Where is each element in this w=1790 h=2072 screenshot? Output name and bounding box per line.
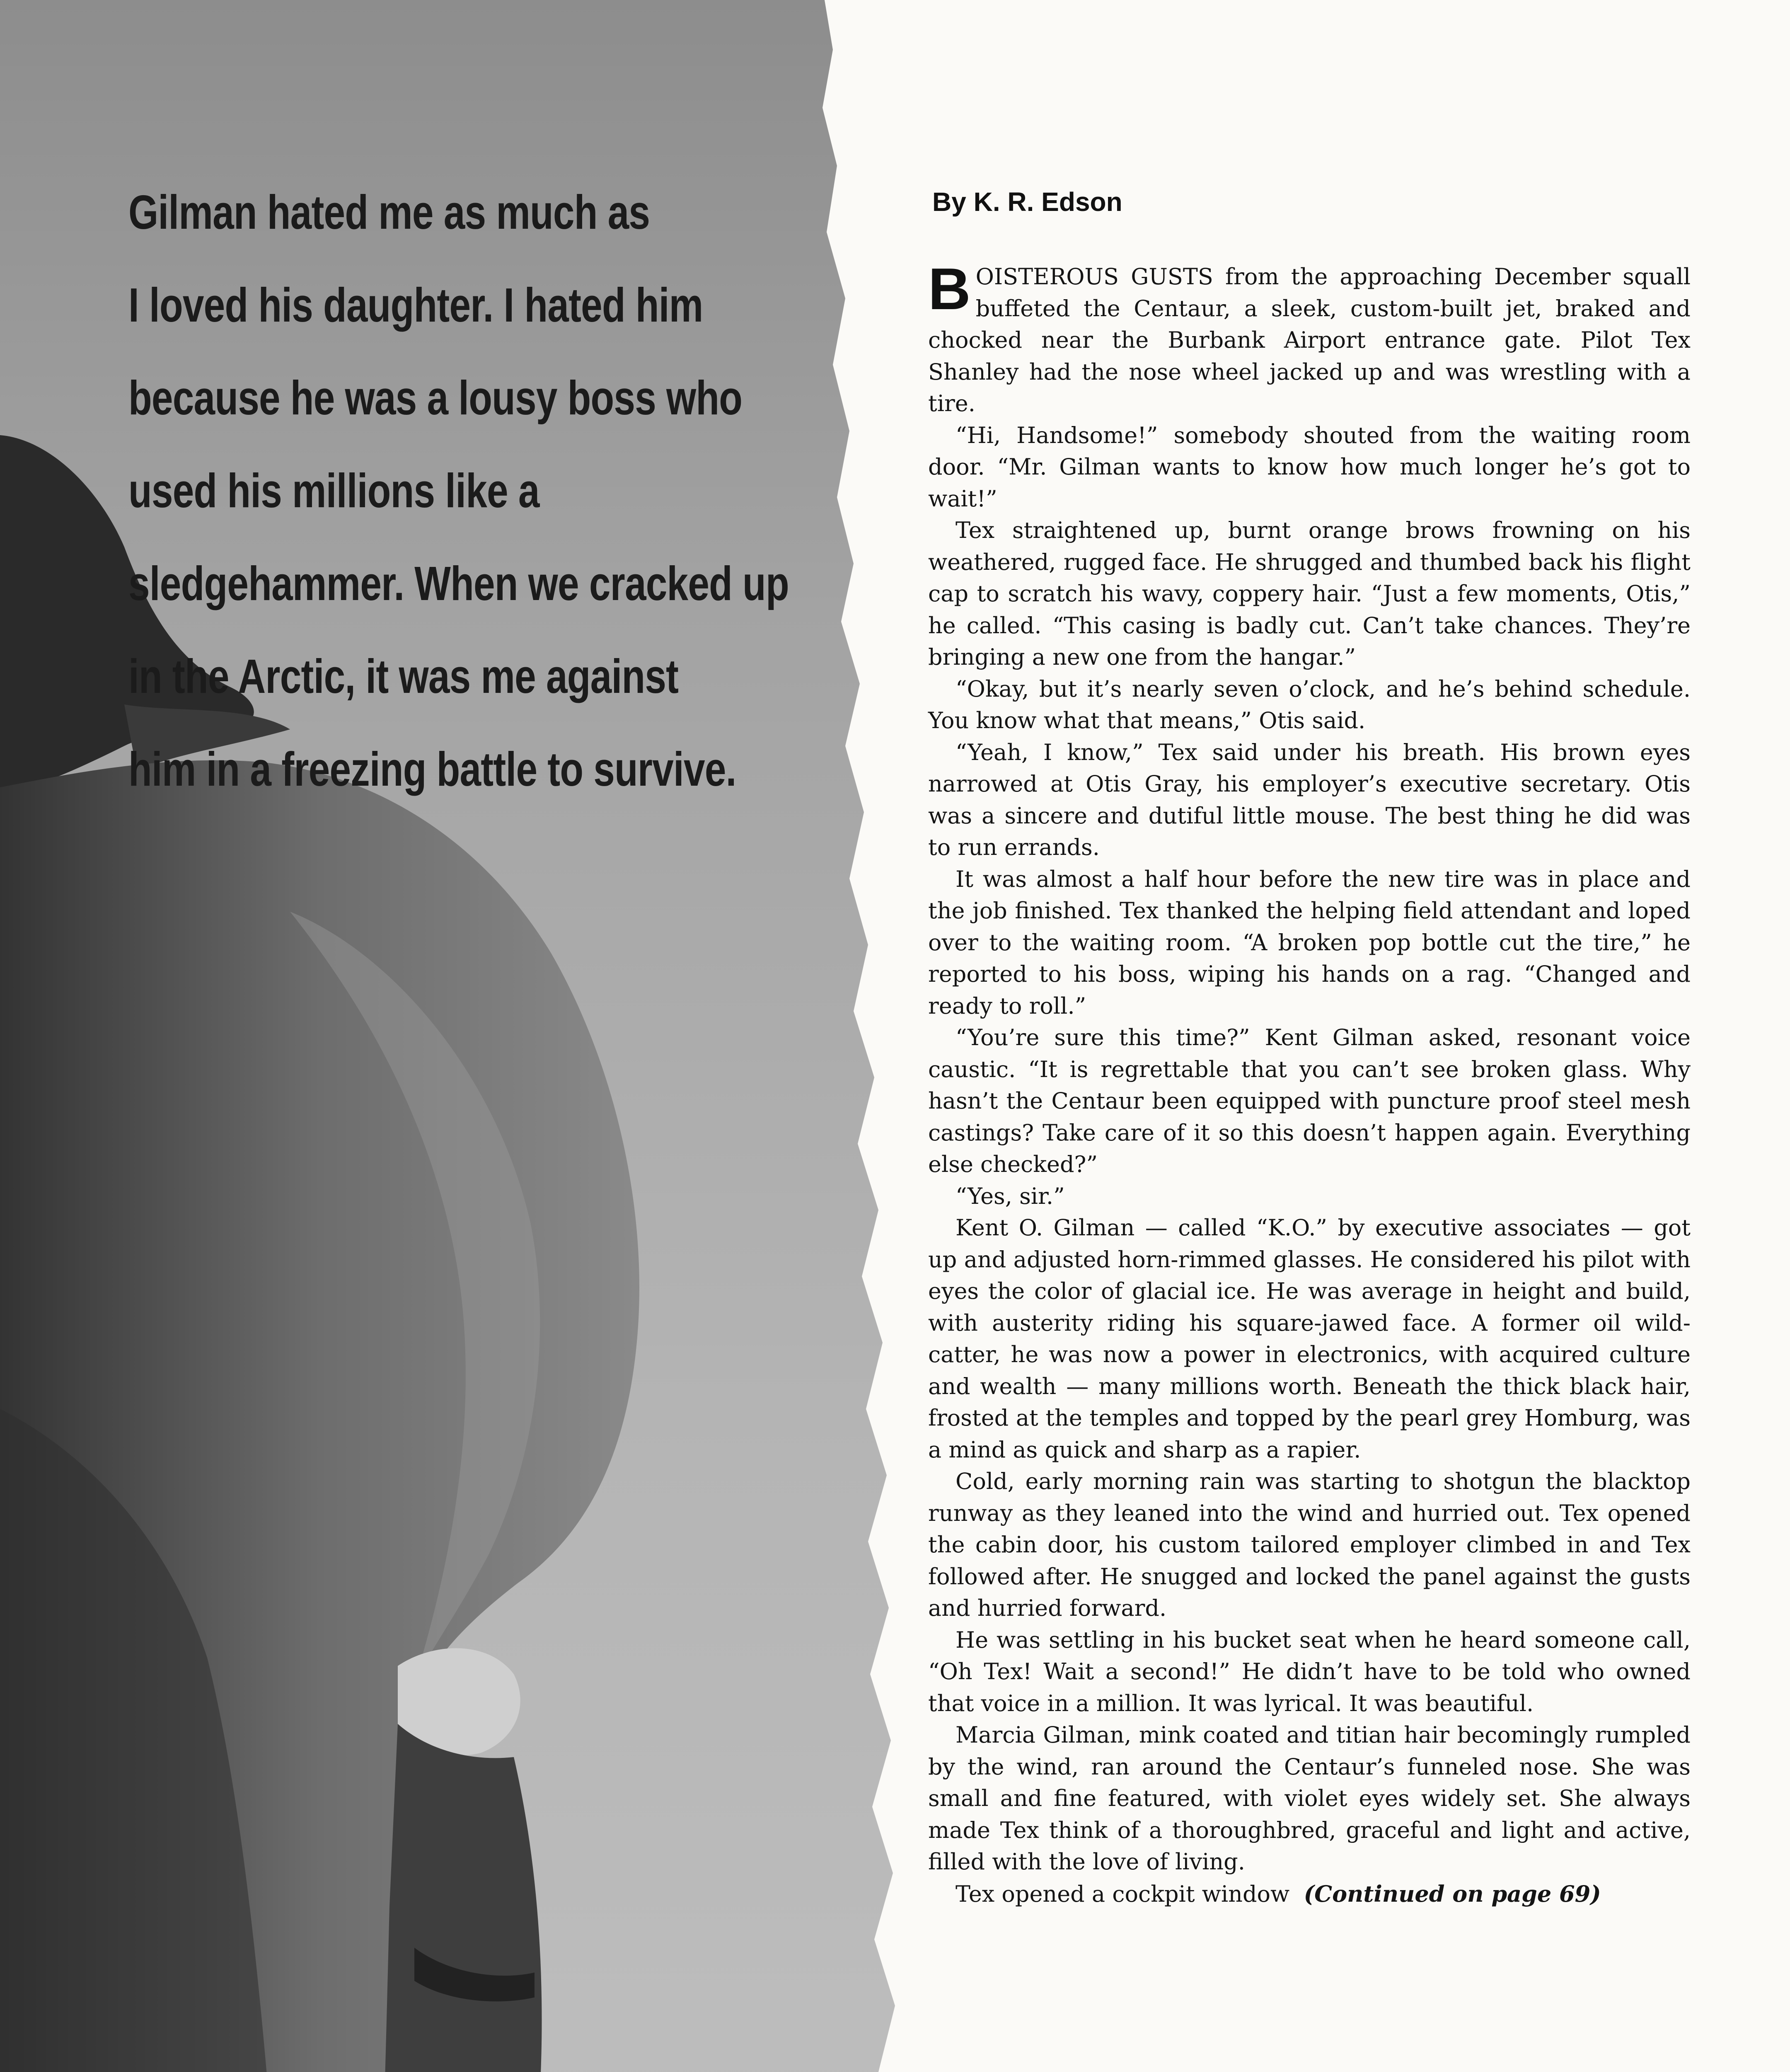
article-paragraph: “Hi, Handsome!” somebody shouted from the waiting room door. “Mr. Gilman wants to know how much longer he’s got to wait!”: [928, 422, 1691, 512]
article-paragraph: Marcia Gilman, mink coated and titian hair becomingly rumpled by the wind, ran around the Centaur’s funneled nose. She was small and fine featured, with violet eyes widely set. She always made Tex think of a thoroughbred, graceful and light and active, filled with the love of living.: [928, 1722, 1691, 1875]
article-paragraph: BOISTEROUS GUSTS from the approaching December squall buffeted the Centaur, a sleek, custom-built jet, braked and chocked near the Burbank Airport entrance gate. Pilot Tex Shanley had the nose wheel jacked up and was wrestling with a tire.: [928, 256, 1691, 416]
teaser-line: I loved his daughter. I hated him: [128, 278, 703, 332]
article-paragraph: It was almost a half hour before the new tire was in place and the job finished. Tex thanked the helping field attendant and loped over to the waiting room. “A broken pop bottle cut the tire,” he reported to his boss, wiping his hands on a rag. “Changed and ready to roll.”: [928, 866, 1691, 1019]
drop-cap: B: [928, 256, 971, 322]
article-paragraph: [928, 1878, 1691, 1910]
teaser-line: him in a freezing battle to survive.: [128, 742, 736, 796]
article-paragraph: “You’re sure this time?” Kent Gilman asked, resonant voice caustic. “It is regrettable that you can’t see broken glass. Why hasn’t the Centaur been equipped with puncture proof steel mesh castings? Take care of it so this doesn’t happen again. Everything else checked?”: [928, 1024, 1691, 1177]
article-paragraph: “Yes, sir.”: [955, 1183, 1065, 1209]
article-paragraph: “Yeah, I know,” Tex said under his breath. His brown eyes narrowed at Otis Gray, his employer’s executive secretary. Otis was a sincere and dutiful little mouse. The best thing he did was to run errands.: [928, 739, 1691, 860]
article-paragraph: Kent O. Gilman — called “K.O.” by executive associates — got up and adjusted horn-rimmed glasses. He considered his pilot with eyes the color of glacial ice. He was average in height and build, with austerity riding his square-jawed face. A former oil wild-catter, he was now a power in electronics, with acquired culture and wealth — many millions worth. Beneath the thick black hair, frosted at the temples and topped by the pearl grey Homburg, was a mind as quick and sharp as a rapier.: [928, 1215, 1691, 1463]
continued-note: (Continued on page 69): [1304, 1880, 1601, 1907]
article-paragraph: “Okay, but it’s nearly seven o’clock, and he’s behind schedule. You know what that means,” Otis said.: [928, 675, 1691, 733]
teaser-line: sledgehammer. When we cracked up: [128, 557, 789, 610]
last-line: Tex opened a cockpit window: [955, 1881, 1290, 1907]
teaser-line: in the Arctic, it was me against: [128, 649, 679, 703]
byline: By K. R. Edson: [932, 187, 1122, 217]
article-paragraph: Cold, early morning rain was starting to shotgun the blacktop runway as they leaned into the wind and hurried out. Tex opened the cabin door, his custom tailored employer climbed in and Tex followed after. He snugged and locked the panel against the gusts and hurried forward.: [928, 1468, 1691, 1621]
article-paragraph: He was settling in his bucket seat when he heard someone call, “Oh Tex! Wait a second!” He didn’t have to be told who owned that voice in a million. It was lyrical. It was beautiful.: [928, 1627, 1691, 1716]
teaser-line: used his millions like a: [128, 464, 539, 518]
teaser-line: Gilman hated me as much as: [128, 185, 650, 239]
teaser-blurb: [128, 166, 789, 816]
article-body: [928, 256, 1691, 1910]
article-paragraph: Tex straightened up, burnt orange brows frowning on his weathered, rugged face. He shrugged and thumbed back his flight cap to scratch his wavy, coppery hair. “Just a few moments, Otis,” he called. “This casing is badly cut. Can’t take chances. They’re bringing a new one from the hangar.”: [928, 517, 1691, 670]
teaser-line: because he was a lousy boss who: [128, 371, 743, 425]
